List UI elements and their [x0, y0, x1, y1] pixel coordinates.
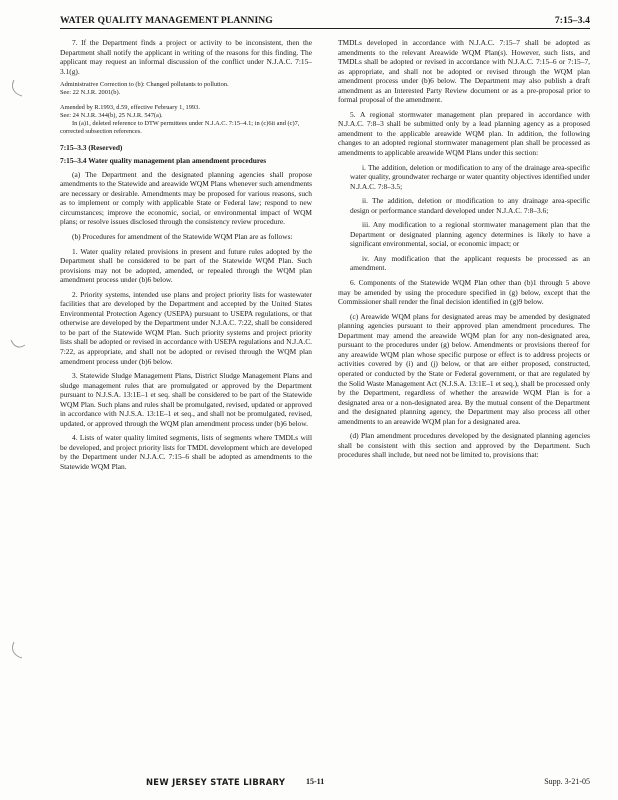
left-column [60, 38, 312, 477]
list-item-2: 2. Priority systems, intended use plans and project priority lists for wastewater facilities that are developed by the Department and accepted by the United States Environmental Protection Agency (USEPA) pursuant to USEPA regulations, or that otherwise are developed by the Department under N.J.A.C. 7:22, shall be considered to be part of the Statewide WQM Plan. Such priority systems and project priority lists shall be adopted or revised in accordance with USEPA regulations and N.J.A.C. 7:22, as appropriate, and shall not be adopted or revised through the WQM plan amendment process under (b)6 below. [60, 289, 312, 366]
list-item-1: 1. Water quality related provisions in present and future rules adopted by the Department shall be considered to be part of the Statewide WQM Plan. Such provisions may not be adopted, amended, or repealed through the WQM plan amendment process under (b)6 below. [60, 246, 312, 285]
admin-correction-citation: See: 22 N.J.R. 2001(b). [60, 89, 121, 97]
sub-item-iv: iv. Any modification that the applicant requests be processed as an amendment. [350, 253, 590, 273]
running-header [60, 12, 590, 29]
history-note [60, 81, 312, 135]
right-column [338, 38, 590, 465]
list-item-4-continued: TMDLs developed in accordance with N.J.A.C. 7:15–7 shall be adopted as amendments to the relevant Areawide WQM Plan(s). However, such lists, and TMDLs shall be adopted or revised in accordance with N.J.A.C. 7:15–6 or 7:15–7, as appropriate, and shall not be adopted or revised through the WQM plan amendment process under (b)6 below. The Department may also publish a draft amendment as an Interested Party Review document or as a pre-proposal prior to formal proposal of the amendment. [338, 38, 590, 105]
list-item-6: 6. Components of the Statewide WQM Plan other than (b)1 through 5 above may be amended by using the procedure specified in (g) below, except that the Commissioner shall render the final decision identified in (g)9 below. [338, 278, 590, 307]
header-section-number: 7:15–3.4 [554, 15, 590, 26]
page-footer [60, 777, 590, 791]
library-stamp: NEW JERSEY STATE LIBRARY [146, 777, 286, 787]
page-number: 15-11 [306, 777, 325, 786]
paragraph-a: (a) The Department and the designated planning agencies shall propose amendments to the Statewide and areawide WQM Plans whenever such amendments are necessary or desirable. Amendments may be proposed for various reasons, such as to implement or comply with applicable State or Federal law; respond to new circumstances; improve the economic, social, or environmental impact of WQM plans; or resolve issues disclosed through the consistency review procedure. [60, 169, 312, 227]
sub-item-iii: iii. Any modification to a regional stormwater management plan that the Department or designated planning agency determines is likely to have a significant environmental, social, or economic impact; or [350, 220, 590, 249]
paragraph-c: (c) Areawide WQM plans for designated areas may be amended by designated planning agencies pursuant to their approved plan amendment procedures. The Department may amend the areawide WQM plan for any non-designated area, pursuant to the procedures under (g) below. Amendments or provisions thereof for any areawide WQM plan whose specific purpose or effect is to address projects or activities covered by (i) and (j) below, or that are either proposed, constructed, operated or conducted by the State or Federal government, or that are regulated by the Solid Waste Management Act (N.J.S.A. 13:1E–1 et seq.), shall be processed only by the Department, regardless of whether the areawide WQM Plan is for a designated area or a non-designated area. By the mutual consent of the Department and the designated planning agency, the Department may also process all other amendments to an areawide WQM plan for a designated area. [338, 311, 590, 426]
paragraph-7: 7. If the Department finds a project or activity to be inconsistent, then the Department shall notify the applicant in writing of the reasons for this finding. The applicant may request an informal discussion of the conflict under N.J.A.C. 7:15–3.1(g). [60, 38, 312, 76]
header-title: WATER QUALITY MANAGEMENT PLANNING [60, 15, 273, 26]
paragraph-b: (b) Procedures for amendment of the Statewide WQM Plan are as follows: [72, 232, 293, 241]
sub-item-ii: ii. The addition, deletion or modification to any drainage area-specific design or performance standard developed under N.J.A.C. 7:8–3.6; [350, 196, 590, 215]
amended-description: In (a)1, deleted reference to DTW permittees under N.J.A.C. 7:15–4.1; in (c)6ii and (c)7, corrected subsection references. [60, 119, 300, 135]
binding-hole-mark [10, 336, 26, 356]
supplement-date: Supp. 3-21-05 [544, 777, 590, 786]
list-item-5: 5. A regional stormwater management plan prepared in accordance with N.J.A.C. 7:8–3 shall be submitted only by a lead planning agency as a proposed amendment to the applicable areawide WQM plan. In addition, the following changes to an adopted regional stormwater management plan shall be processed as amendments to applicable areawide WQM Plans under this section: [338, 109, 590, 158]
binding-hole-mark [10, 640, 26, 660]
admin-correction-note: Administrative Correction to (b): Changed pollutants to pollution. [60, 81, 229, 89]
list-item-3: 3. Statewide Sludge Management Plans, District Sludge Management Plans and sludge management rules that are promulgated or approved by the Department pursuant to N.J.S.A. 13:1E–1 et seq. shall be considered to be part of the Statewide WQM Plan. Such plans and rules shall be promulgated, revised, updated or approved in accordance with N.J.S.A. 13:1E–1 et seq., and shall not be promulgated, revised, updated, or approved through the WQM plan amendment process under (b)6 below. [60, 371, 312, 428]
sub-item-i: i. The addition, deletion or modification to any of the drainage area-specific water quality, groundwater recharge or water quantity objectives identified under N.J.A.C. 7:8–3.5; [350, 162, 590, 191]
amended-note: Amended by R.1993, d.59, effective February 1, 1993. [60, 104, 200, 111]
section-heading-reserved: 7:15–3.3 (Reserved) [60, 142, 123, 152]
section-heading-amendment-procedures: 7:15–3.4 Water quality management plan amendment procedures [60, 156, 267, 166]
list-item-4: 4. Lists of water quality limited segments, lists of segments where TMDLs will be developed, and project priority lists for TMDL development which are developed by the Department under N.J.A.C. 7:15–6 shall be adopted as amendments to the Statewide WQM Plan. [60, 433, 312, 472]
amended-citation: See: 24 N.J.R. 344(b), 25 N.J.R. 547(a). [60, 111, 163, 119]
paragraph-d: (d) Plan amendment procedures developed by the designated planning agencies shall be consistent with this section and approved by the Department. Such procedures shall include, but need not be limited to, provisions that: [338, 431, 590, 460]
binding-hole-mark [10, 78, 26, 98]
